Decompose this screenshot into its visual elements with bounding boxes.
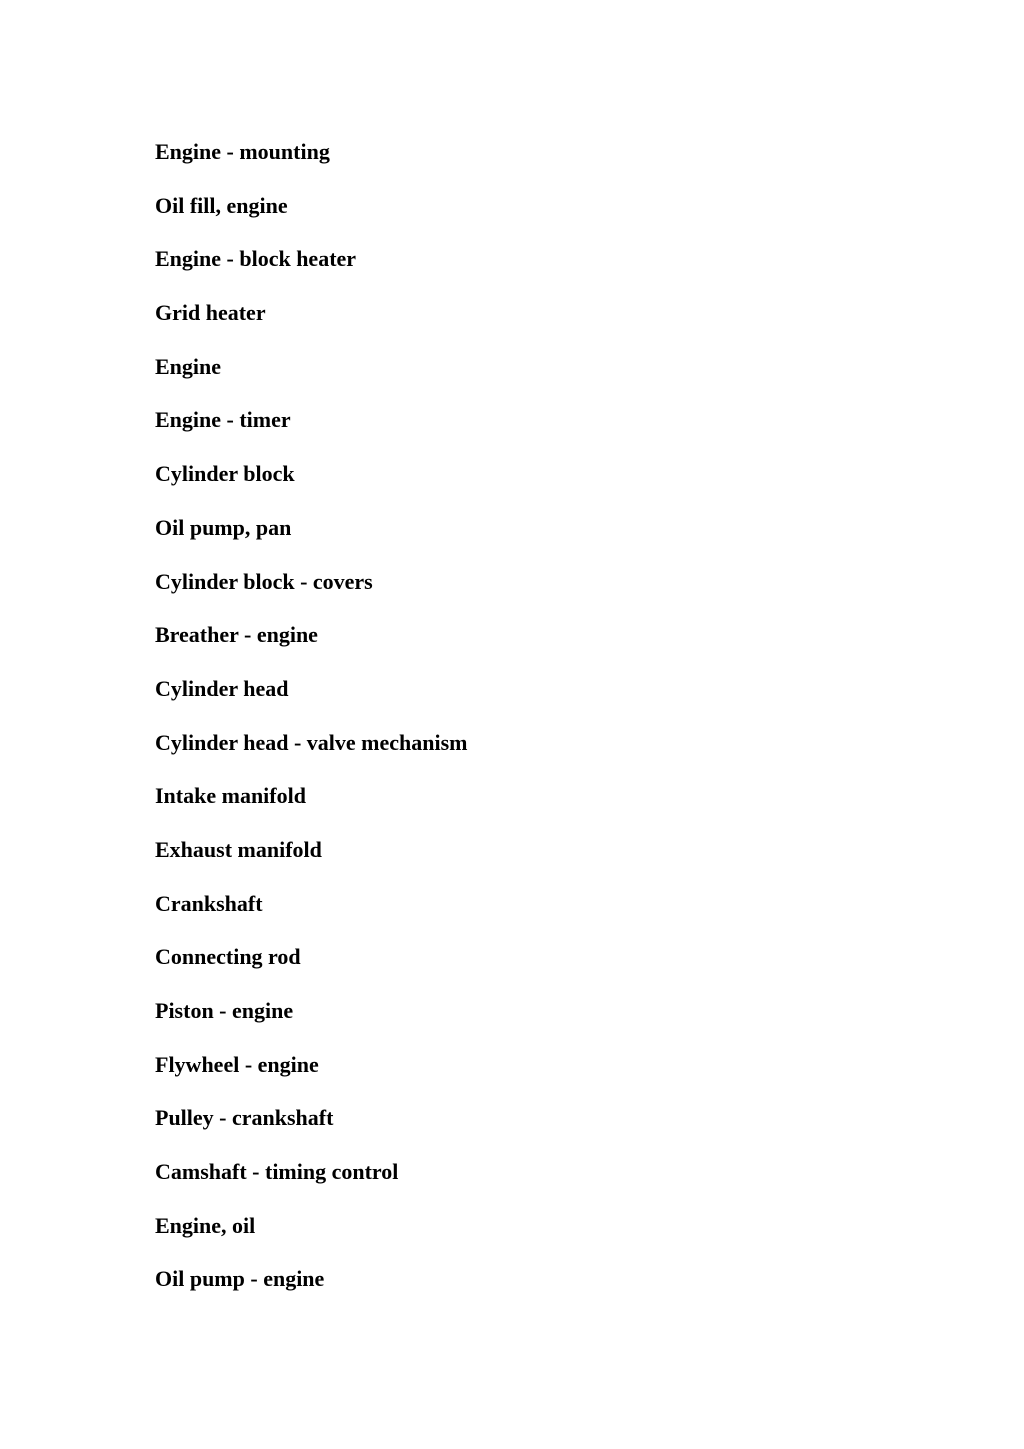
list-item: Exhaust manifold bbox=[155, 836, 322, 862]
list-item: Cylinder block bbox=[155, 461, 295, 487]
list-item: Connecting rod bbox=[155, 944, 301, 970]
list-item: Crankshaft bbox=[155, 890, 263, 916]
list-item: Oil pump, pan bbox=[155, 514, 292, 540]
list-item: Engine - block heater bbox=[155, 246, 357, 272]
list-item: Engine - timer bbox=[155, 407, 291, 433]
list-item: Piston - engine bbox=[155, 998, 294, 1023]
parts-list bbox=[155, 138, 467, 1319]
list-item: Camshaft - timing control bbox=[155, 1159, 399, 1185]
list-item: Grid heater bbox=[155, 300, 266, 326]
list-item: Oil fill, engine bbox=[155, 192, 288, 218]
list-item: Oil pump - engine bbox=[155, 1266, 325, 1292]
list-item: Pulley - crankshaft bbox=[155, 1105, 334, 1131]
list-item: Cylinder head bbox=[155, 675, 289, 701]
list-item: Intake manifold bbox=[155, 783, 306, 809]
list-item: Engine, oil bbox=[155, 1212, 256, 1238]
list-item: Engine bbox=[155, 353, 222, 379]
list-item: Cylinder head - valve mechanism bbox=[155, 729, 468, 755]
list-item: Engine - mounting bbox=[155, 139, 330, 164]
list-item: Flywheel - engine bbox=[155, 1051, 319, 1077]
list-item: Cylinder block - covers bbox=[155, 568, 373, 594]
list-item: Breather - engine bbox=[155, 622, 318, 648]
